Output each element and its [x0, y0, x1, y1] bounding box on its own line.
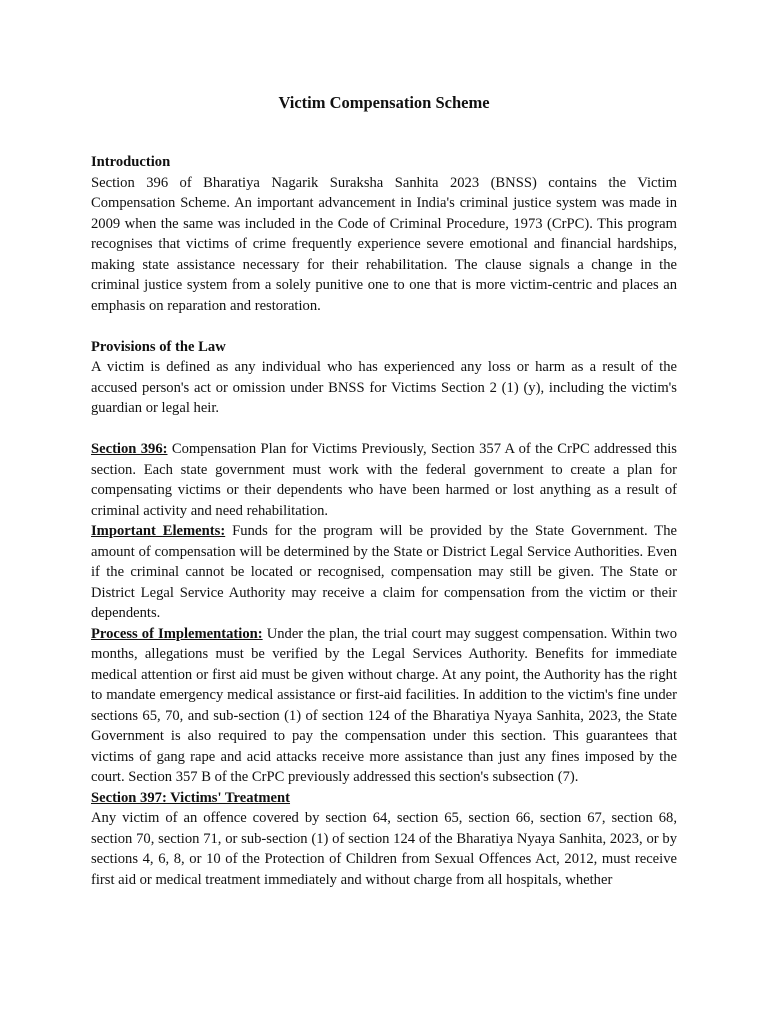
important-elements-text: Funds for the program will be provided by the State Government. The amount of compensation will be determined by the State or District Legal Service Authorities. Even if the criminal cannot be located or recognised, compensation may still be given. The State or District Legal Service Authority may receive a claim for compensation from the victim or their dependents. [91, 523, 677, 621]
process-label: Process of Implementation: [91, 625, 263, 642]
document-title: Victim Compensation Scheme [278, 93, 490, 112]
section-397-paragraph: Any victim of an offence covered by section 64, section 65, section 66, section 67, section 68, section 70, section 71, or sub-section (1) of section 124 of the Bharatiya Nyaya Sanhita, 2023, or by sections 4, 6, 8, or 10 of the Protection of Children from Sexual Offences Act, 2012, must receive first aid or medical treatment immediately and without charge from all hospitals, whether [91, 810, 677, 888]
process-text: Under the plan, the trial court may suggest compensation. Within two months, allegations must be verified by the Legal Services Authority. Benefits for immediate medical attention or first aid must be given without charge. At any point, the Authority has the right to mandate emergency medical assistance or first-aid facilities. In addition to the victim's fine under sections 65, 70, and sub-section (1) of section 124 of the Bharatiya Nyaya Sanhita, 2023, the State Government is also required to pay the compensation under this section. This guarantees that victims of gang rape and acid attacks receive more assistance than just any fines imposed by the court. Section 357 B of the CrPC previously addressed this section's subsection (7). [91, 625, 677, 785]
important-elements-paragraph [91, 521, 677, 624]
paragraph-spacer [91, 419, 677, 440]
provisions-paragraph: A victim is defined as any individual who has experienced any loss or harm as a result of the accused person's act or omission under BNSS for Victims Section 2 (1) (y), including the victim's guardian or legal heir. [91, 359, 677, 416]
introduction-heading: Introduction [91, 154, 171, 170]
document-body [91, 152, 677, 890]
provisions-heading: Provisions of the Law [91, 338, 226, 355]
paragraph-spacer [91, 316, 677, 337]
section-396-paragraph [91, 439, 677, 521]
important-elements-label: Important Elements: [91, 523, 226, 539]
introduction-paragraph: Section 396 of Bharatiya Nagarik Suraksha Sanhita 2023 (BNSS) contains the Victim Compensation Scheme. An important advancement in India's criminal justice system was made in 2009 when the same was included in the Code of Criminal Procedure, 1973 (CrPC). This program recognises that victims of crime frequently experience severe emotional and financial hardships, making state assistance necessary for their rehabilitation. The clause signals a change in the criminal justice system from a solely punitive one to one that is more victim-centric and places an emphasis on reparation and restoration. [91, 174, 677, 314]
process-paragraph [91, 624, 677, 788]
section-397-label: Section 397: Victims' Treatment [91, 789, 291, 806]
section-396-label: Section 396: [91, 441, 168, 457]
section-397-heading [91, 788, 677, 809]
section-396-text: Compensation Plan for Victims Previously, Section 357 A of the CrPC addressed this section. Each state government must work with the federal government to create a plan for compensating victims or their dependents who have been harmed or lost anything as a result of criminal activity and need rehabilitation. [91, 441, 677, 519]
